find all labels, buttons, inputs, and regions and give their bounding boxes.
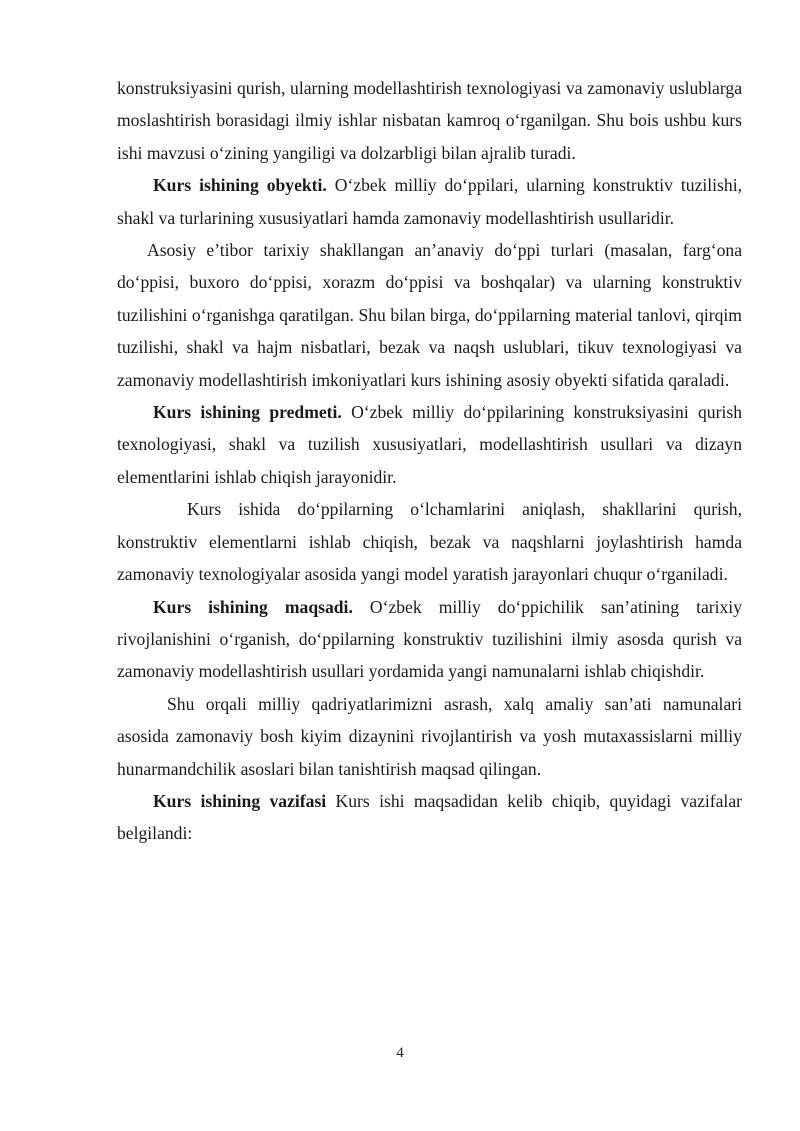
paragraph-text: Shu orqali milliy qadriyatlarimizni asrash, xalq amaliy san’ati namunalari asosida zamonaviy bosh kiyim dizaynini rivojlantirish va yosh mutaxassislarni milliy hunarmandchilik asoslari bilan tanishtirish maqsad qilingan. — [117, 693, 742, 779]
paragraph-goal — [117, 591, 742, 688]
section-heading-tasks: Kurs ishining vazifasi — [153, 790, 327, 811]
paragraph-subject — [117, 396, 742, 493]
section-heading-subject: Kurs ishining predmeti. — [153, 402, 342, 423]
paragraph-text: Asosiy e’tibor tarixiy shakllangan an’anaviy do‘ppi turlari (masalan, farg‘ona do‘ppisi, buxoro do‘ppisi, xorazm do‘ppisi va boshqalar) va ularning konstruktiv tuzilishini o‘rganishga qaratilgan. Shu bilan birga, do‘ppilarning material tanlovi, qirqim tuzilishi, shakl va hajm nisbatlari, bezak va naqsh uslublari, tikuv texnologiyasi va zamonaviy modellashtirish imkoniyatlari kurs ishining asosiy obyekti sifatida qaraladi. — [117, 240, 742, 390]
paragraph-text: Kurs ishida do‘ppilarning o‘lchamlarini aniqlash, shakllarini qurish, konstruktiv elementlarni ishlab chiqish, bezak va naqshlarni joylashtirish hamda zamonaviy texnologiyalar asosida yangi model yaratish jarayonlari chuqur o‘rganiladi. — [117, 499, 742, 585]
paragraph-text: konstruksiyasini qurish, ularning modellashtirish texnologiyasi va zamonaviy uslublarga moslashtirish borasidagi ilmiy ishlar nisbatan kamroq o‘rganilgan. Shu bois ushbu kurs ishi mavzusi o‘zining yangiligi va dolzarbligi bilan ajralib turadi. — [117, 78, 742, 163]
page-body — [117, 72, 742, 850]
paragraph-text: O‘zbek milliy do‘ppilarining konstruksiyasini qurish texnologiyasi, shakl va tuzilish xususiyatlari, modellashtirish usullari va dizayn elementlarini ishlab chiqish jarayonidir. — [117, 402, 742, 487]
section-heading-goal: Kurs ishining maqsadi. — [153, 596, 353, 617]
section-heading-object: Kurs ishining obyekti. — [153, 175, 327, 196]
paragraph-text: O‘zbek milliy do‘ppichilik san’atining tarixiy rivojlanishini o‘rganish, do‘ppilarning konstruktiv tuzilishini ilmiy asosda qurish va zamonaviy modellashtirish usullari yordamida yangi namunalarni ishlab chiqishdir. — [117, 596, 742, 682]
paragraph-goal-detail — [117, 688, 742, 785]
paragraph-text: O‘zbek milliy do‘ppilari, ularning konstruktiv tuzilishi, shakl va turlarining xususiyatlari hamda zamonaviy modellashtirish usullaridir. — [117, 175, 742, 228]
paragraph-object — [117, 169, 742, 234]
paragraph-object-detail — [117, 234, 742, 396]
paragraph-intro-continuation — [117, 72, 742, 169]
paragraph-subject-detail — [117, 493, 742, 590]
page-number: 4 — [396, 1045, 404, 1061]
paragraph-tasks — [117, 785, 742, 850]
paragraph-text: Kurs ishi maqsadidan kelib chiqib, quyidagi vazifalar belgilandi: — [117, 790, 742, 844]
